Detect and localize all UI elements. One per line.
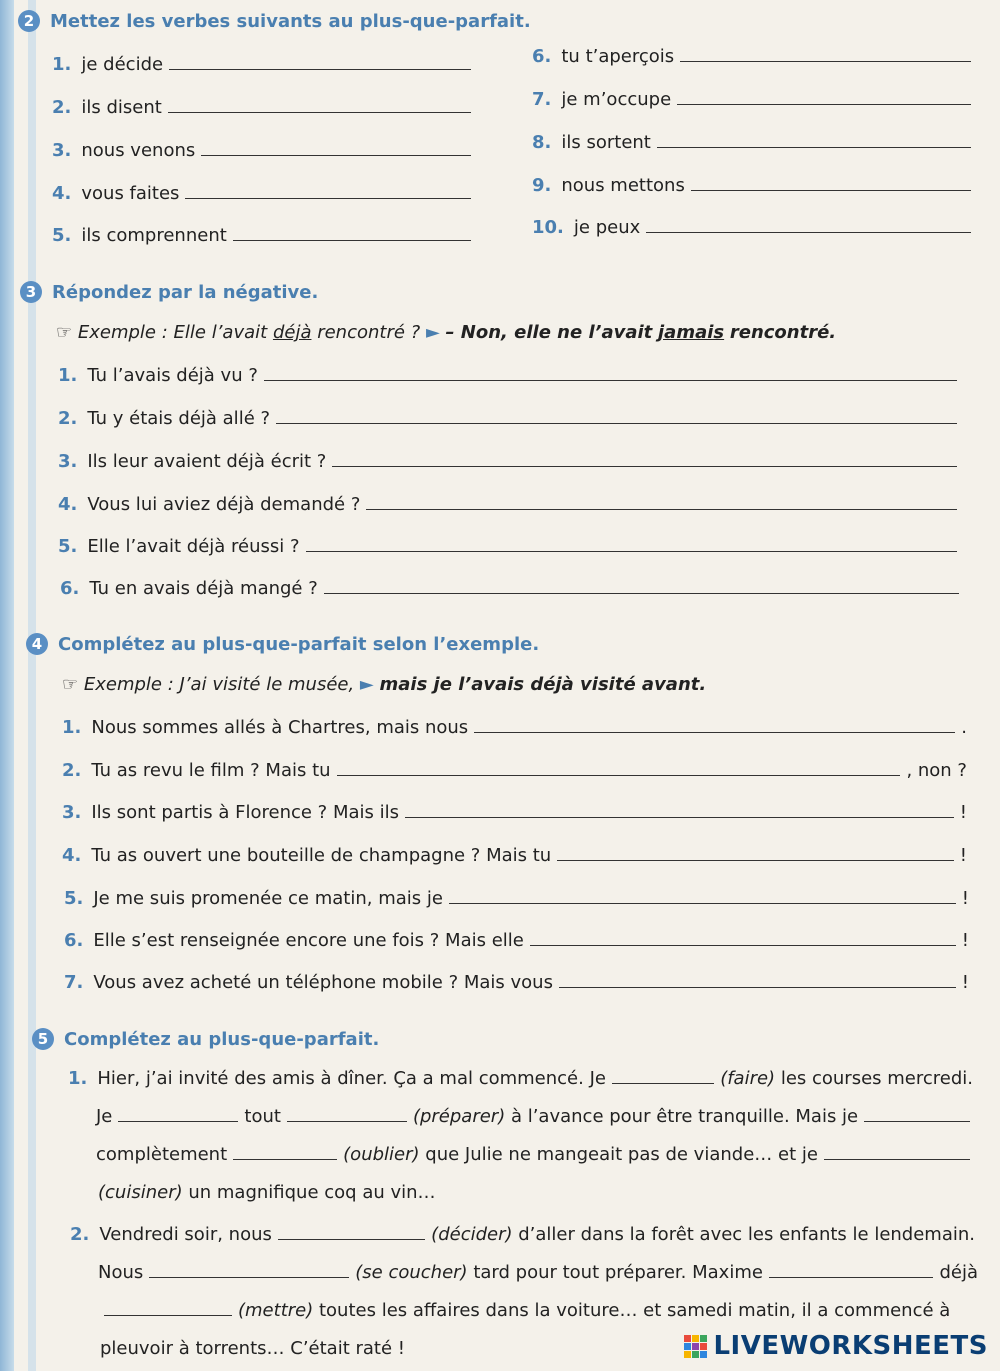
answer-field[interactable] (276, 423, 957, 424)
s2-item-8 (532, 132, 977, 153)
s5-p1-line1 (68, 1068, 973, 1089)
example-label: Exemple : (83, 674, 174, 695)
s5-p2-line1 (70, 1224, 975, 1245)
answer-field[interactable] (677, 104, 971, 105)
item-text: ils sortent (561, 132, 651, 153)
item-number: 3. (58, 451, 78, 472)
item-text: tu t’aperçois (561, 46, 675, 67)
answer-field[interactable] (185, 198, 471, 199)
example-answer: mais je l’avais déjà visité avant. (379, 674, 707, 695)
s4-item-1 (62, 717, 967, 738)
answer-field[interactable] (657, 147, 971, 148)
answer-field[interactable] (557, 860, 954, 861)
logo-grid-icon (684, 1335, 707, 1358)
s5-p1-line2 (96, 1106, 976, 1127)
s5-p1-line3 (96, 1144, 976, 1165)
item-text: Je me suis promenée ce matin, mais je (93, 888, 443, 909)
example-question: Elle l’avait (173, 322, 268, 343)
item-text: Ils sont partis à Florence ? Mais ils (91, 802, 399, 823)
example-label: Exemple : (77, 322, 168, 343)
item-text: ils disent (81, 97, 162, 118)
logo-square (692, 1335, 699, 1342)
s4-item-7 (64, 972, 969, 993)
page-margin-bar-inner (28, 0, 36, 1371)
item-end: ! (959, 845, 967, 866)
verb-hint: (se coucher) (355, 1262, 468, 1283)
logo-text: LIVEWORKSHEETS (713, 1331, 988, 1361)
item-number: 2. (58, 408, 78, 429)
answer-field[interactable] (168, 112, 471, 113)
answer-field[interactable] (233, 240, 471, 241)
example-question: J’ai visité le musée, (179, 674, 355, 695)
page-margin-bar (0, 0, 14, 1371)
verb-hint: (préparer) (412, 1106, 506, 1127)
answer-field[interactable] (646, 232, 971, 233)
text: Hier, j’ai invité des amis à dîner. Ça a mal commencé. Je (97, 1068, 606, 1089)
s3-item-3 (58, 451, 963, 472)
item-number: 4. (62, 845, 82, 866)
s4-item-5 (64, 888, 969, 909)
item-number: 6. (64, 930, 84, 951)
item-text: Nous sommes allés à Chartres, mais nous (91, 717, 469, 738)
item-text: Tu as revu le film ? Mais tu (91, 760, 331, 781)
item-number: 8. (532, 132, 552, 153)
answer-field[interactable] (306, 551, 957, 552)
blank-se-coucher[interactable] (149, 1276, 349, 1278)
example-answer-end: rencontré. (729, 322, 837, 343)
item-text: Vous lui aviez déjà demandé ? (87, 494, 361, 515)
item-end: ! (959, 802, 967, 823)
verb-hint: (faire) (720, 1068, 776, 1089)
text: que Julie ne mangeait pas de viande… et je (425, 1144, 818, 1165)
s3-item-2 (58, 408, 963, 429)
s2-item-1 (52, 54, 477, 75)
item-number: 5. (52, 225, 72, 246)
item-text: Ils leur avaient déjà écrit ? (87, 451, 327, 472)
s3-item-1 (58, 365, 963, 386)
s2-item-5 (52, 225, 477, 246)
logo-square (684, 1351, 691, 1358)
verb-hint: (cuisiner) (98, 1182, 183, 1203)
text: d’aller dans la forêt avec les enfants le lendemain. (518, 1224, 975, 1245)
item-number: 1. (68, 1068, 88, 1089)
text: complètement (96, 1144, 228, 1165)
s4-item-2 (62, 760, 967, 781)
s3-item-5 (58, 536, 963, 557)
item-text: nous mettons (561, 175, 685, 196)
answer-field[interactable] (332, 466, 957, 467)
logo-square (692, 1343, 699, 1350)
item-text: Tu l’avais déjà vu ? (87, 365, 258, 386)
item-text: Tu y étais déjà allé ? (87, 408, 271, 429)
hand-pointer-icon: ☞ (56, 322, 73, 343)
item-text: Elle s’est renseignée encore une fois ? Mais elle (93, 930, 524, 951)
item-number: 7. (532, 89, 552, 110)
text: tout (244, 1106, 281, 1127)
blank-cuisiner[interactable] (824, 1159, 970, 1160)
item-number: 1. (62, 717, 82, 738)
arrow-icon: ► (425, 322, 440, 343)
item-text: Tu as ouvert une bouteille de champagne ? Mais tu (91, 845, 552, 866)
item-number: 3. (52, 140, 72, 161)
s3-item-4 (58, 494, 963, 515)
section-5-heading (32, 1028, 379, 1050)
example-answer-underlined: jamais (658, 322, 725, 343)
s4-item-4 (62, 845, 967, 866)
s4-example (62, 674, 706, 695)
logo-square (700, 1351, 707, 1358)
item-number: 10. (532, 217, 564, 238)
hand-pointer-icon: ☞ (62, 674, 79, 695)
section-4-title: Complétez au plus-que-parfait selon l’exemple. (58, 633, 540, 655)
blank-preparer[interactable] (287, 1120, 407, 1122)
item-number: 5. (58, 536, 78, 557)
answer-field[interactable] (366, 509, 957, 510)
section-2-title: Mettez les verbes suivants au plus-que-parfait. (50, 10, 531, 32)
text: Je (96, 1106, 113, 1127)
item-end: . (961, 717, 967, 738)
verb-hint: (mettre) (238, 1300, 314, 1321)
answer-field[interactable] (530, 945, 956, 946)
example-question-underlined: déjà (272, 322, 312, 343)
item-number: 5. (64, 888, 84, 909)
item-number: 2. (62, 760, 82, 781)
section-3-heading (20, 281, 318, 303)
item-end: ! (961, 930, 969, 951)
item-text: nous venons (81, 140, 196, 161)
section-5-number: 5 (32, 1028, 54, 1050)
s2-item-4 (52, 183, 477, 204)
item-text: je m’occupe (561, 89, 672, 110)
text: déjà (939, 1262, 978, 1283)
s4-item-6 (64, 930, 969, 951)
item-text: Vous avez acheté un téléphone mobile ? Mais vous (93, 972, 553, 993)
answer-field[interactable] (264, 380, 957, 381)
item-text: je décide (81, 54, 164, 75)
blank-auxiliary-2[interactable] (864, 1121, 970, 1122)
liveworksheets-logo (684, 1331, 988, 1361)
answer-field[interactable] (474, 732, 955, 733)
example-answer: – Non, elle ne l’avait (445, 322, 653, 343)
blank-auxiliary-3[interactable] (769, 1277, 934, 1278)
text: les courses mercredi. (780, 1068, 973, 1089)
item-text: ils comprennent (81, 225, 227, 246)
s5-p2-line3 (98, 1300, 978, 1321)
item-number: 6. (60, 578, 80, 599)
item-number: 2. (52, 97, 72, 118)
item-number: 9. (532, 175, 552, 196)
section-3-title: Répondez par la négative. (52, 281, 319, 303)
verb-hint: (décider) (431, 1224, 513, 1245)
logo-square (684, 1343, 691, 1350)
item-text: Tu en avais déjà mangé ? (89, 578, 318, 599)
arrow-icon: ► (359, 674, 374, 695)
blank-oublier[interactable] (233, 1158, 337, 1160)
s3-item-6 (60, 578, 965, 599)
answer-field[interactable] (680, 61, 971, 62)
item-number: 4. (52, 183, 72, 204)
blank-faire[interactable] (612, 1082, 714, 1084)
section-4-heading (26, 633, 539, 655)
text: un magnifique coq au vin… (188, 1182, 436, 1203)
item-end: , non ? (906, 760, 967, 781)
item-text: je peux (573, 217, 641, 238)
answer-field[interactable] (337, 775, 901, 776)
item-number: 4. (58, 494, 78, 515)
s2-item-3 (52, 140, 477, 161)
text: Vendredi soir, nous (99, 1224, 272, 1245)
logo-square (684, 1335, 691, 1342)
text: toutes les affaires dans la voiture… et samedi matin, il a commencé à (318, 1300, 951, 1321)
answer-field[interactable] (559, 987, 956, 988)
logo-square (700, 1343, 707, 1350)
logo-square (692, 1351, 699, 1358)
section-5-title: Complétez au plus-que-parfait. (64, 1028, 380, 1050)
example-question-end: rencontré ? (317, 322, 421, 343)
answer-field[interactable] (324, 593, 959, 594)
text: pleuvoir à torrents… C’était raté ! (100, 1338, 405, 1359)
s5-p2-line4 (100, 1338, 600, 1359)
s2-item-9 (532, 175, 977, 196)
answer-field[interactable] (691, 190, 971, 191)
s4-item-3 (62, 802, 967, 823)
answer-field[interactable] (405, 817, 954, 818)
s2-item-7 (532, 89, 977, 110)
item-number: 6. (532, 46, 552, 67)
text: à l’avance pour être tranquille. Mais je (510, 1106, 859, 1127)
blank-decider[interactable] (278, 1238, 425, 1240)
s5-p2-line2 (98, 1262, 978, 1283)
s3-example (56, 322, 836, 343)
item-end: ! (961, 888, 969, 909)
answer-field[interactable] (201, 155, 471, 156)
item-text: vous faites (81, 183, 180, 204)
section-2-number: 2 (18, 10, 40, 32)
text: tard pour tout préparer. Maxime (473, 1262, 763, 1283)
section-3-number: 3 (20, 281, 42, 303)
section-2-heading (18, 10, 531, 32)
answer-field[interactable] (169, 69, 471, 70)
verb-hint: (oublier) (343, 1144, 420, 1165)
s2-item-6 (532, 46, 977, 67)
section-4-number: 4 (26, 633, 48, 655)
item-text: Elle l’avait déjà réussi ? (87, 536, 300, 557)
item-end: ! (961, 972, 969, 993)
s2-item-2 (52, 97, 477, 118)
item-number: 3. (62, 802, 82, 823)
answer-field[interactable] (449, 903, 956, 904)
s2-item-10 (532, 217, 977, 238)
item-number: 1. (58, 365, 78, 386)
item-number: 1. (52, 54, 72, 75)
item-number: 2. (70, 1224, 90, 1245)
text: Nous (98, 1262, 144, 1283)
logo-square (700, 1335, 707, 1342)
blank-mettre[interactable] (104, 1314, 232, 1316)
item-number: 7. (64, 972, 84, 993)
blank-auxiliary[interactable] (118, 1120, 238, 1122)
s5-p1-line4 (98, 1182, 978, 1203)
